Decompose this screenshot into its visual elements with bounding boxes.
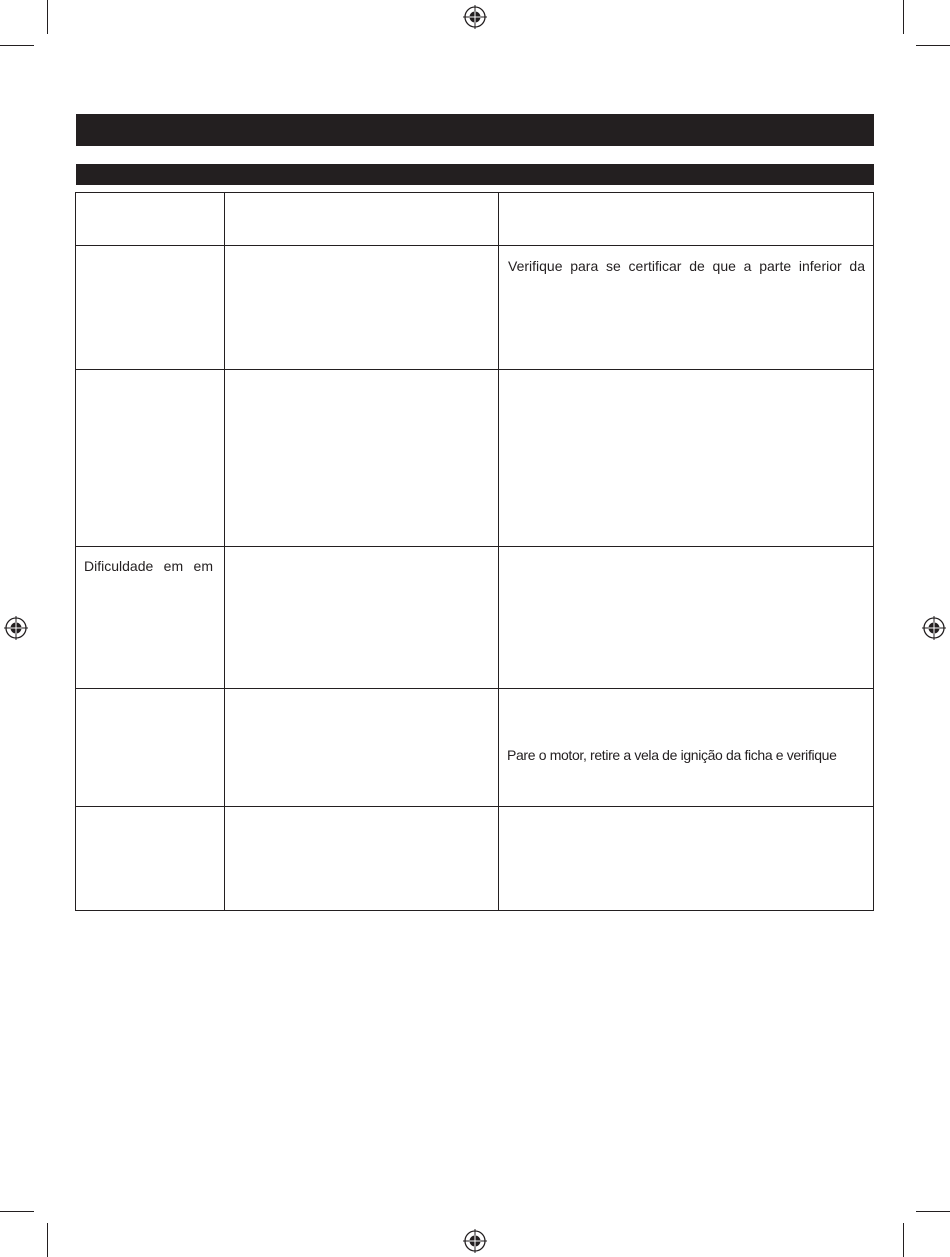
registration-mark-icon — [463, 5, 487, 29]
crop-mark-bottom-left-vertical — [47, 1223, 48, 1257]
solution-cell: Verifique para se certificar de que a parte inferior da — [508, 258, 865, 274]
table-row — [76, 688, 873, 806]
crop-mark-bottom-left-horizontal — [0, 1211, 34, 1212]
table-row — [76, 245, 873, 370]
problem-cell: Dificuldade em em — [84, 558, 213, 574]
registration-mark-icon — [922, 616, 946, 640]
table-row — [76, 546, 873, 688]
section-header-bar — [76, 164, 874, 185]
table-row — [76, 369, 873, 546]
table-row — [76, 193, 873, 245]
crop-mark-top-left-vertical — [47, 0, 48, 34]
crop-mark-top-right-vertical — [903, 0, 904, 34]
crop-mark-top-right-horizontal — [916, 45, 950, 46]
page-title-bar — [76, 114, 874, 146]
table-row — [76, 806, 873, 910]
registration-mark-icon — [4, 616, 28, 640]
troubleshooting-table — [75, 192, 874, 911]
crop-mark-bottom-right-vertical — [903, 1223, 904, 1257]
crop-mark-bottom-right-horizontal — [916, 1211, 950, 1212]
registration-mark-icon — [463, 1229, 487, 1253]
solution-cell: Pare o motor, retire a vela de ignição da ficha e verifique — [507, 747, 837, 763]
crop-mark-top-left-horizontal — [0, 45, 34, 46]
